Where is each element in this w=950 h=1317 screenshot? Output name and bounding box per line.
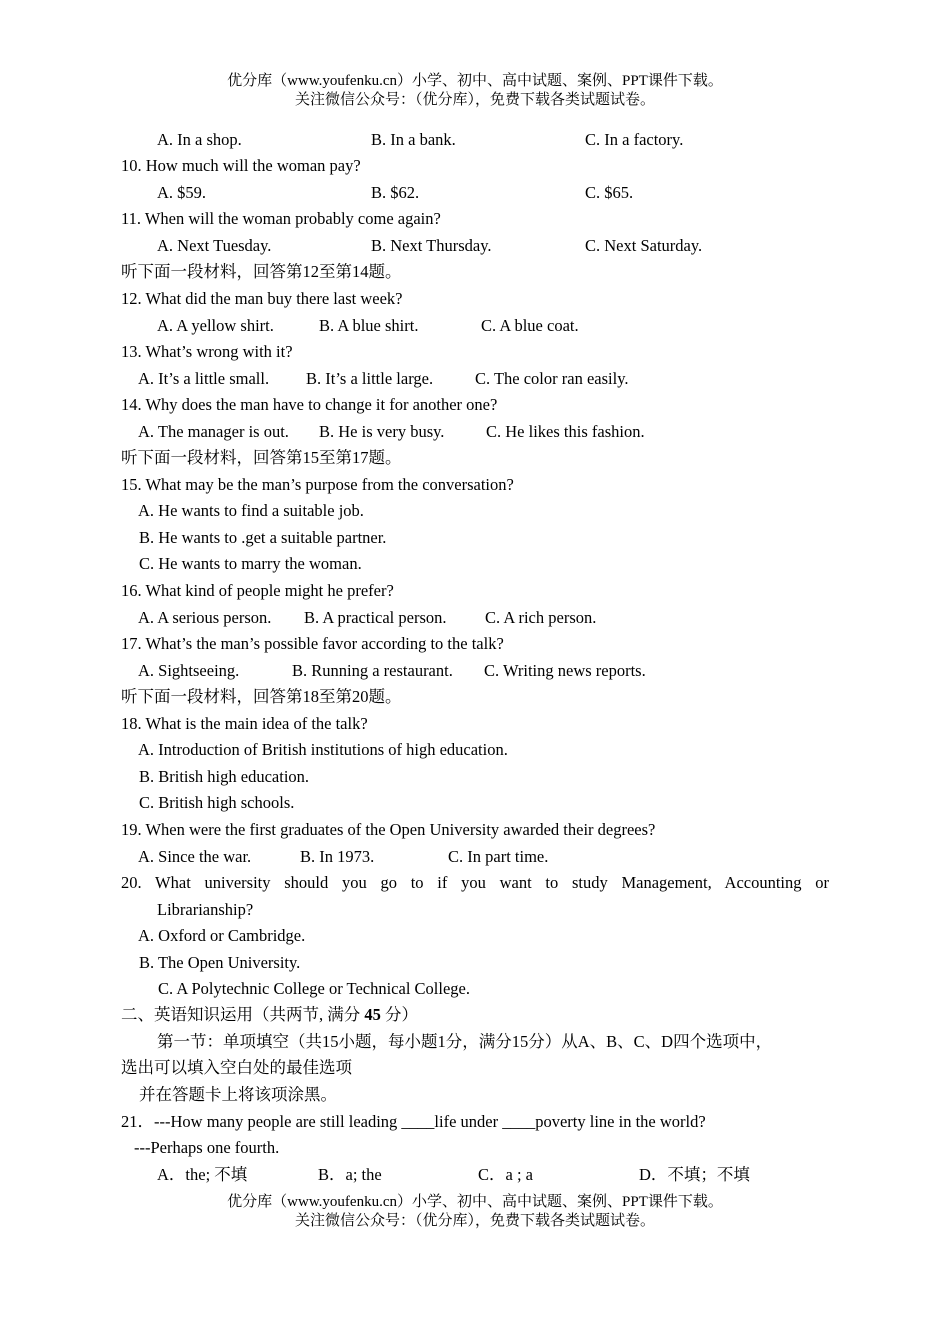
q19-stem: 19. When were the first graduates of the Open University awarded their degrees?: [121, 820, 656, 839]
page-header-line-2: 关注微信公众号：（优分库），免费下载各类试题试卷。: [294, 92, 655, 108]
q13-option-c: C. The color ran easily.: [475, 369, 629, 388]
q9-option-a: A. In a shop.: [157, 130, 242, 149]
page-footer-line-1: 优分库（www.youfenku.cn）小学、初中、高中试题、案例、PPT课件下载。: [227, 1194, 723, 1210]
q21-option-a: A．the; 不填: [157, 1165, 248, 1184]
q21-option-c: C．a ; a: [478, 1165, 533, 1184]
part-1-instruction-line-1: 第一节：单项填空（共15小题，每小题1分，满分15分）从A、B、C、D四个选项中，: [157, 1032, 773, 1051]
q13-option-a: A. It’s a little small.: [138, 369, 270, 388]
q11-option-c: C. Next Saturday.: [585, 236, 703, 255]
q18-stem: 18. What is the main idea of the talk?: [121, 714, 368, 733]
q12-option-a: A. A yellow shirt.: [157, 316, 274, 335]
q21-option-b: B．a; the: [318, 1165, 382, 1184]
page-header-line-1: 优分库（www.youfenku.cn）小学、初中、高中试题、案例、PPT课件下载。: [227, 73, 723, 89]
q13-option-b: B. It’s a little large.: [306, 369, 434, 388]
q17-option-c: C. Writing news reports.: [484, 661, 646, 680]
q21-stem: 21．---How many people are still leading ____life under ____poverty line in the world?: [121, 1112, 706, 1131]
part-1-instruction-line-3: 并在答题卡上将该项涂黑。: [139, 1085, 337, 1104]
q10-stem: 10. How much will the woman pay?: [121, 156, 361, 175]
q21-option-d: D．不填；不填: [639, 1165, 750, 1184]
page-footer-line-2: 关注微信公众号：（优分库），免费下载各类试题试卷。: [294, 1213, 655, 1229]
q14-stem: 14. Why does the man have to change it for another one?: [121, 395, 498, 414]
q20-option-a: A. Oxford or Cambridge.: [138, 926, 306, 945]
instruction-18-20: 听下面一段材料，回答第18至第20题。: [121, 687, 402, 706]
q21-reply: ---Perhaps one fourth.: [134, 1138, 280, 1157]
q17-stem: 17. What’s the man’s possible favor according to the talk?: [121, 634, 504, 653]
instruction-15-17: 听下面一段材料，回答第15至第17题。: [121, 448, 402, 467]
section-2-title-pre: 二、英语知识运用（共两节, 满分: [121, 1005, 365, 1024]
q19-option-b: B. In 1973.: [300, 847, 375, 866]
q17-option-b: B. Running a restaurant.: [292, 661, 453, 680]
q16-option-a: A. A serious person.: [138, 608, 272, 627]
q11-option-a: A. Next Tuesday.: [157, 236, 272, 255]
q15-stem: 15. What may be the man’s purpose from the conversation?: [121, 475, 514, 494]
section-2-title: [121, 1004, 418, 1026]
q20-stem-line-2: Librarianship?: [157, 900, 254, 919]
q16-option-c: C. A rich person.: [485, 608, 597, 627]
q15-option-a: A. He wants to find a suitable job.: [138, 501, 364, 520]
q20-option-c: C. A Polytechnic College or Technical College.: [158, 979, 470, 998]
q10-option-c: C. $65.: [585, 183, 634, 202]
instruction-12-14: 听下面一段材料，回答第12至第14题。: [121, 262, 402, 281]
q16-stem: 16. What kind of people might he prefer?: [121, 581, 394, 600]
q14-option-c: C. He likes this fashion.: [486, 422, 645, 441]
q18-option-a: A. Introduction of British institutions of high education.: [138, 740, 508, 759]
q12-option-b: B. A blue shirt.: [319, 316, 419, 335]
q20-option-b: B. The Open University.: [139, 953, 301, 972]
q19-option-a: A. Since the war.: [138, 847, 252, 866]
part-1-instruction-line-2: 选出可以填入空白处的最佳选项: [121, 1058, 352, 1077]
q20-stem-line-1: 20. What university should you go to if you want to study Management, Accounting or: [121, 873, 829, 892]
q18-option-b: B. British high education.: [139, 767, 310, 786]
q15-option-c: C. He wants to marry the woman.: [139, 554, 362, 573]
q11-option-b: B. Next Thursday.: [371, 236, 492, 255]
q13-stem: 13. What’s wrong with it?: [121, 342, 293, 361]
q15-option-b: B. He wants to .get a suitable partner.: [139, 528, 387, 547]
q19-option-c: C. In part time.: [448, 847, 549, 866]
q17-option-a: A. Sightseeing.: [138, 661, 240, 680]
q10-option-b: B. $62.: [371, 183, 420, 202]
section-2-total-score: 45: [364, 1005, 381, 1024]
q11-stem: 11. When will the woman probably come again?: [121, 209, 441, 228]
q14-option-a: A. The manager is out.: [138, 422, 289, 441]
section-2-title-post: 分）: [380, 1005, 418, 1024]
q9-option-c: C. In a factory.: [585, 130, 684, 149]
q16-option-b: B. A practical person.: [304, 608, 447, 627]
q18-option-c: C. British high schools.: [139, 793, 295, 812]
q12-stem: 12. What did the man buy there last week?: [121, 289, 403, 308]
q12-option-c: C. A blue coat.: [481, 316, 579, 335]
q10-option-a: A. $59.: [157, 183, 207, 202]
q14-option-b: B. He is very busy.: [319, 422, 445, 441]
q9-option-b: B. In a bank.: [371, 130, 456, 149]
